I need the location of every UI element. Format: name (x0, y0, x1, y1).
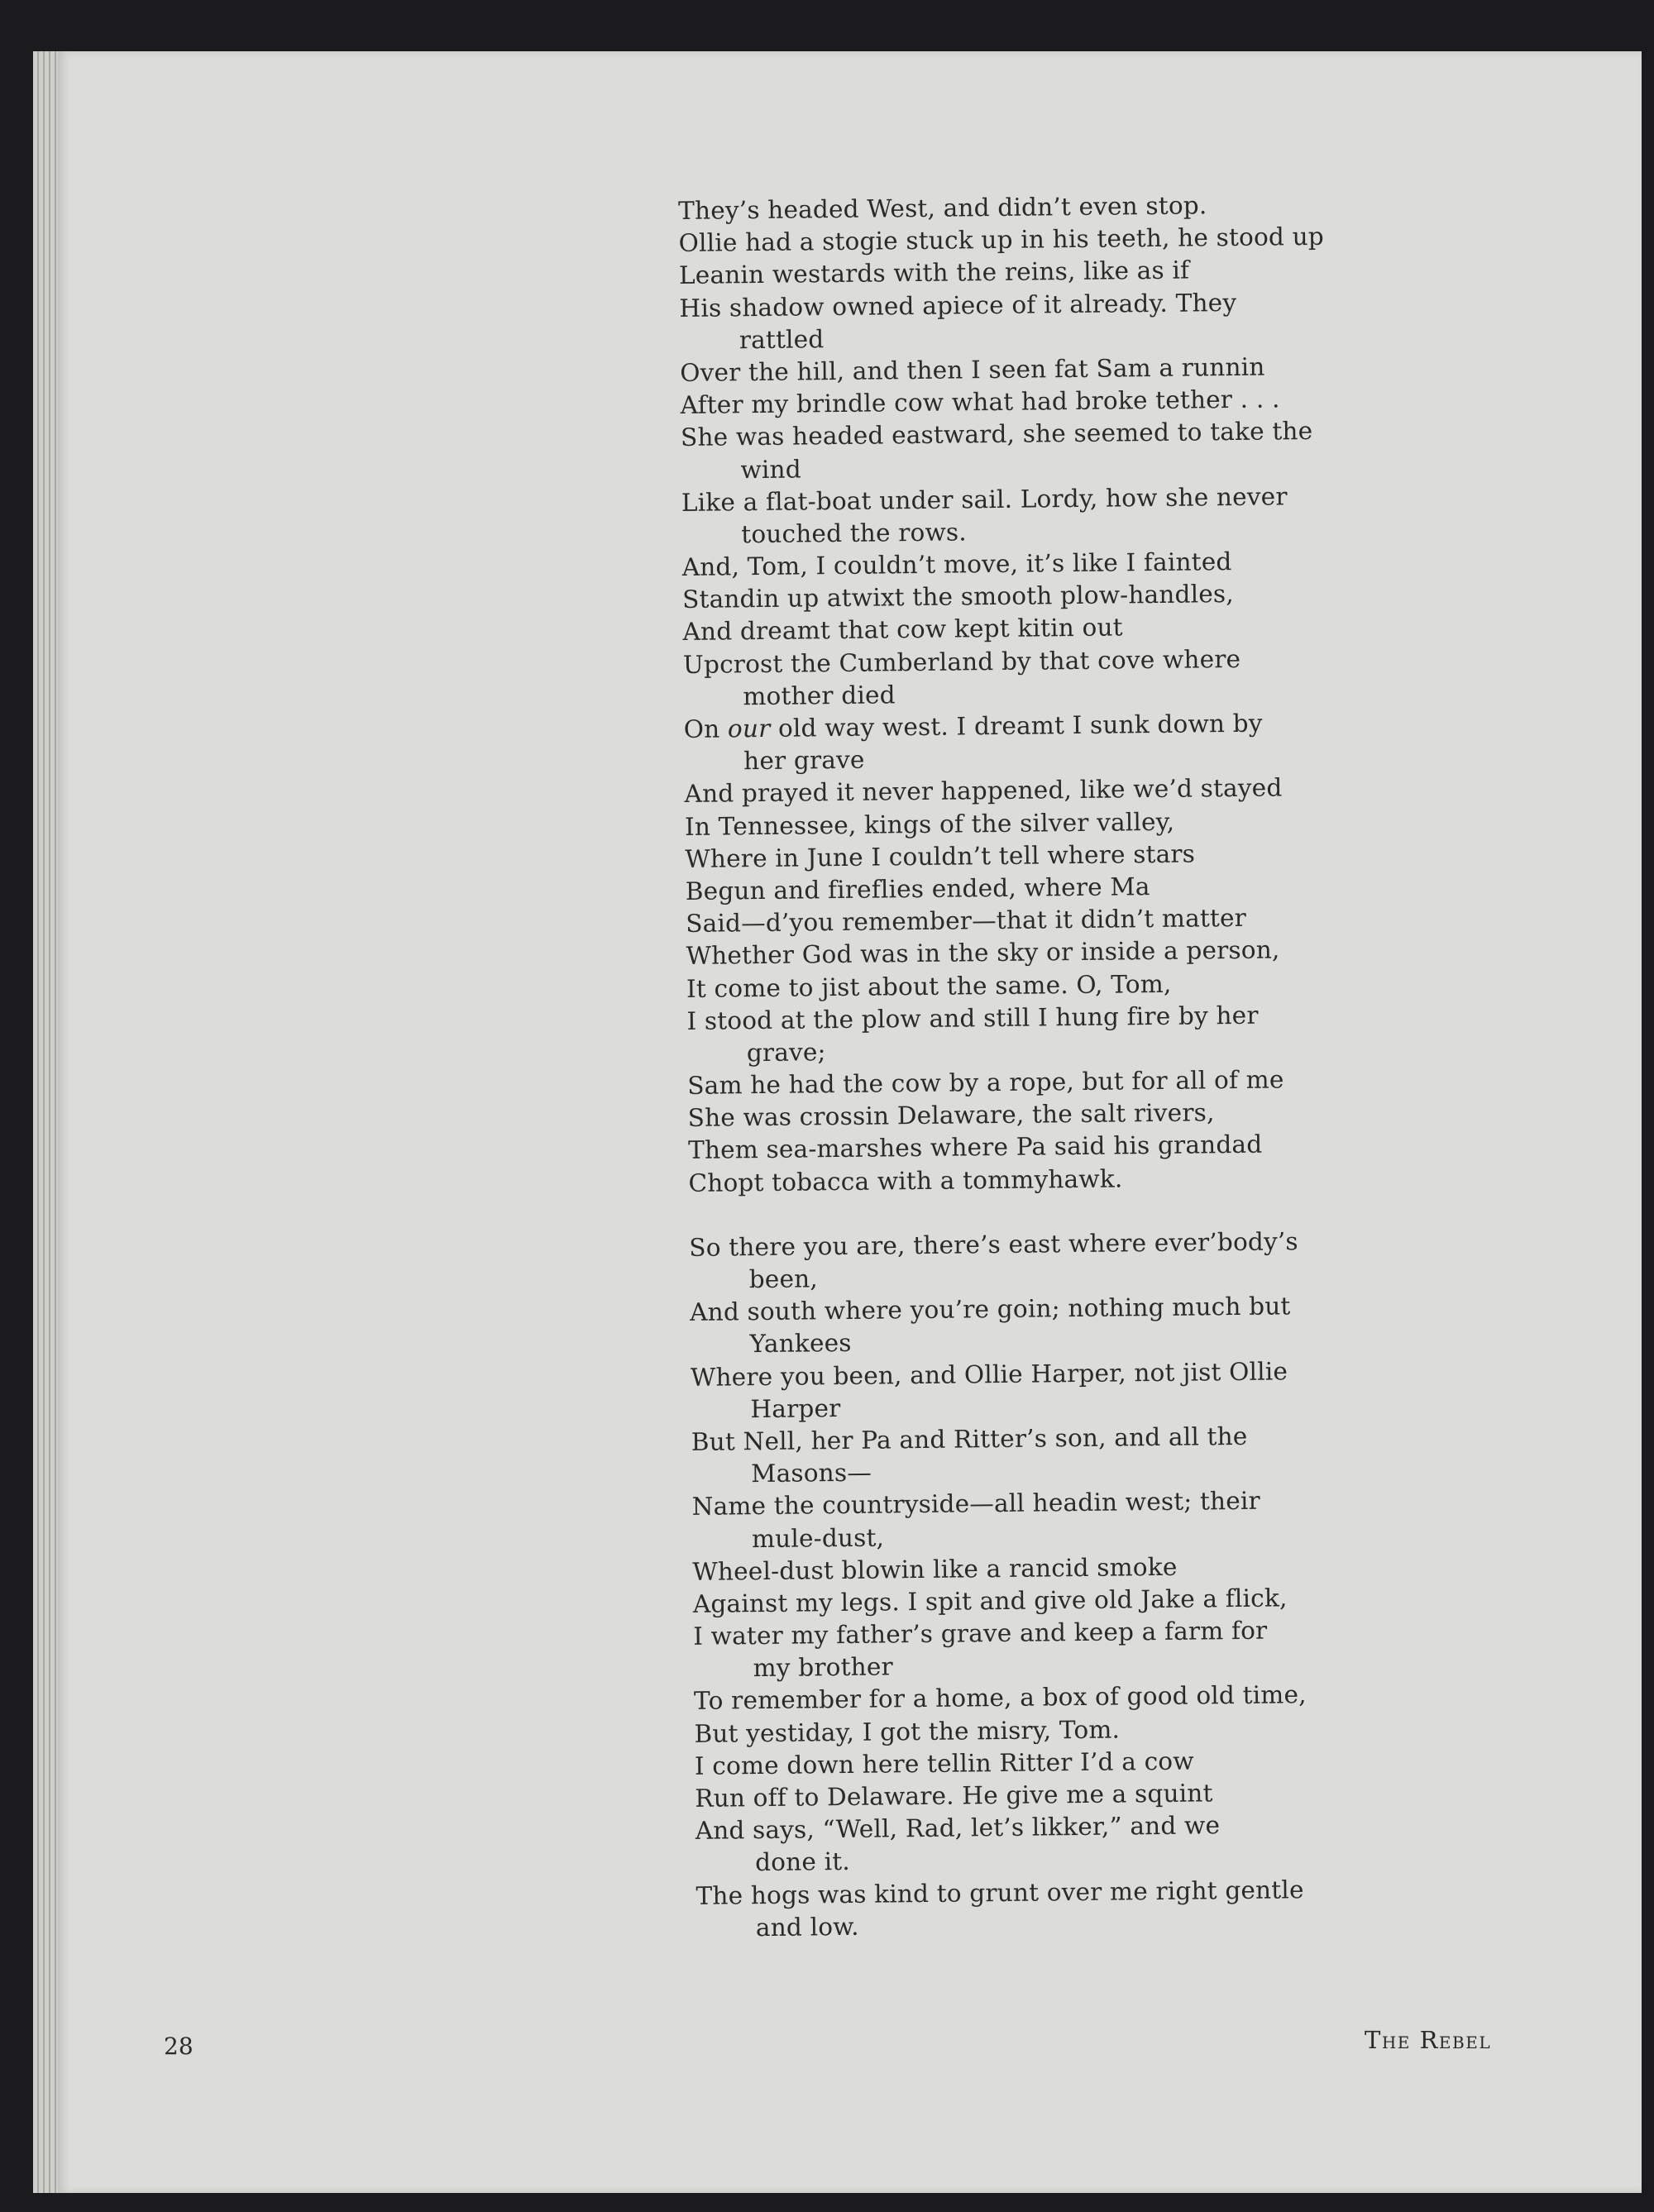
poem-line: my brother (753, 1652, 894, 1683)
poem-line: And says, “Well, Rad, let’s likker,” and we (695, 1811, 1221, 1846)
poem-line: So there you are, there’s east where ever’body’s (689, 1227, 1298, 1262)
poem-line: mule-dust, (751, 1522, 885, 1553)
poem-line: Upcrost the Cumberland by that cove where (682, 644, 1241, 679)
poem-line: Where you been, and Ollie Harper, not jist Ollie (690, 1356, 1288, 1392)
poem-line: Harper (750, 1393, 841, 1423)
stanza-2 (689, 1225, 1374, 1945)
poem-line: I water my father’s grave and keep a farm for (693, 1616, 1268, 1651)
poem-line: Them sea-marshes where Pa said his grandad (687, 1130, 1263, 1165)
poem-line: Begun and fireflies ended, where Ma (685, 872, 1150, 905)
poem-line: Like a flat-boat under sail. Lordy, how she never (681, 481, 1288, 517)
poem-line: His shadow owned apiece of it already. They (679, 288, 1237, 322)
poem-line: rattled (739, 324, 825, 354)
poem-line: been, (748, 1264, 819, 1294)
poem-line: And south where you’re goin; nothing much but (689, 1292, 1291, 1327)
poem-line: I stood at the plow and still I hung fire by her (686, 1001, 1259, 1035)
poem-line: Said—d’you remember—that it didn’t matter (686, 903, 1247, 939)
poem-line: To remember for a home, a box of good old time, (693, 1680, 1307, 1716)
poem-line: done it. (754, 1847, 851, 1877)
poem-line: Yankees (749, 1329, 852, 1359)
poem-line: The hogs was kind to grunt over me right gentle (696, 1875, 1304, 1910)
poem-line: Chopt tobacca with a tommyhawk. (688, 1164, 1123, 1197)
poem-line: Leanin westards with the reins, like as if (678, 256, 1190, 290)
poem-line-segment: On (683, 714, 729, 743)
poem-line: Ollie had a stogie stuck up in his teeth, he stood up (678, 222, 1325, 258)
poem-line: Where in June I couldn’t tell where stars (685, 839, 1196, 873)
poem-line: After my brindle cow what had broke tether . . . (680, 385, 1280, 420)
poem-line: touched the rows. (741, 518, 968, 549)
poem-line: mother died (743, 681, 896, 711)
poem-line: Run off to Delaware. He give me a squint (695, 1779, 1213, 1813)
poem-line: But yestiday, I got the misry, Tom. (694, 1715, 1121, 1748)
poem-line: They’s headed West, and didn’t even stop. (678, 191, 1207, 225)
poem-line: And prayed it never happened, like we’d stayed (684, 773, 1283, 809)
poem-line: It come to jist about the same. O, Tom, (686, 969, 1172, 1003)
poem-line: And dreamt that cow kept kitin out (682, 613, 1123, 647)
poem-line: wind (740, 454, 802, 484)
poem-line: Wheel-dust blowin like a rancid smoke (692, 1552, 1178, 1586)
poem-line: She was headed eastward, she seemed to take the (680, 417, 1313, 452)
poem-text (678, 188, 1374, 1944)
poem-line: I come down here tellin Ritter I’d a cow (694, 1746, 1194, 1780)
poem-line: Over the hill, and then I seen fat Sam a runnin (680, 352, 1265, 387)
poem-line-segment: old way west. I dreamt I sunk down by (770, 709, 1263, 743)
stanza-1 (678, 188, 1367, 1199)
poem-line: Name the countryside—all headin west; their (691, 1487, 1261, 1522)
poem-line: Sam he had the cow by a rope, but for all of me (687, 1065, 1284, 1101)
poem-line-emphasis: our (727, 714, 771, 743)
poem-line: And, Tom, I couldn’t move, it’s like I fainted (681, 547, 1232, 582)
poem-line: But Nell, her Pa and Ritter’s son, and all the (691, 1421, 1248, 1456)
poem-line: Standin up atwixt the smooth plow-handles, (681, 580, 1234, 614)
poem-line: Whether God was in the sky or inside a person, (686, 935, 1280, 971)
poem-line: grave; (746, 1038, 826, 1068)
poem-line: In Tennessee, kings of the silver valley, (684, 807, 1175, 841)
poem-line: Masons— (751, 1458, 872, 1488)
poem-line: and low. (755, 1912, 859, 1942)
poem-line: her grave (743, 745, 865, 776)
page-number: 28 (164, 2033, 194, 2060)
poem-line: Against my legs. I spit and give old Jake a flick, (692, 1584, 1288, 1618)
running-title: The Rebel (1365, 2026, 1492, 2054)
poem-line: She was crossin Delaware, the salt rivers, (687, 1098, 1215, 1133)
